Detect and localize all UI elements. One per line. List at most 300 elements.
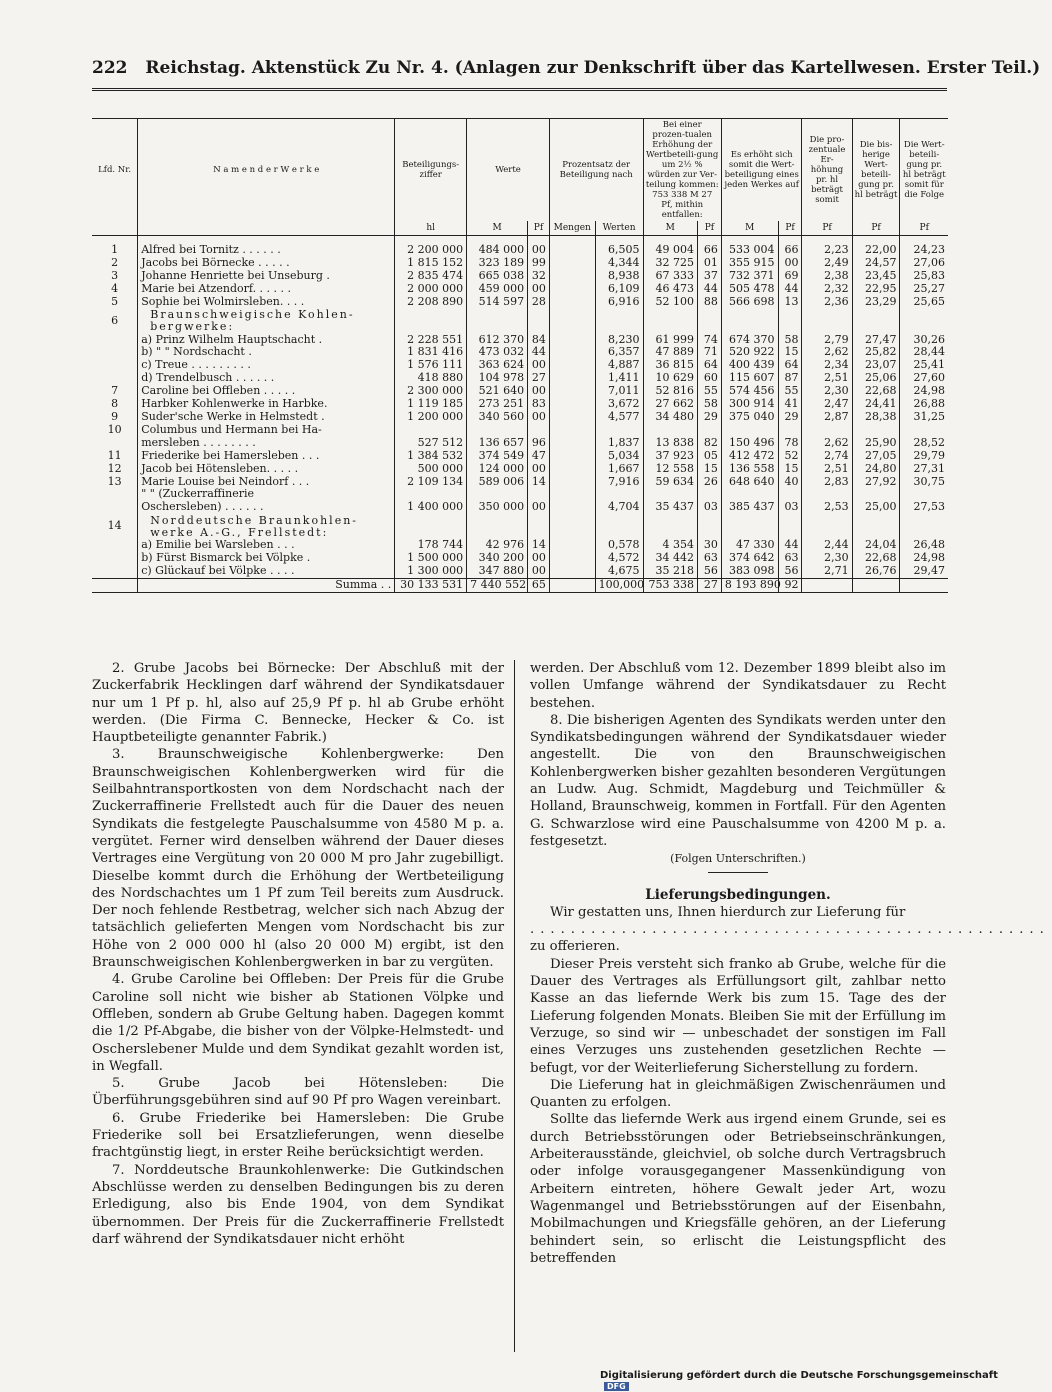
row-value xyxy=(802,424,852,437)
row-value: 3,672 xyxy=(595,398,643,411)
row-value xyxy=(549,385,595,398)
row-value xyxy=(549,359,595,372)
row-value: 15 xyxy=(697,463,721,476)
row-value xyxy=(549,552,595,565)
row-value: 87 xyxy=(778,372,802,385)
row-value: 2,44 xyxy=(802,539,852,552)
row-value: 34 442 xyxy=(643,552,697,565)
row-value: 27,05 xyxy=(852,450,900,463)
row-value: 00 xyxy=(528,283,550,296)
row-value xyxy=(852,424,900,437)
empty-cell xyxy=(549,309,595,334)
row-value: 74 xyxy=(697,334,721,347)
row-value: 2 200 000 xyxy=(395,244,467,257)
row-value: 46 473 xyxy=(643,283,697,296)
row-value: 84 xyxy=(528,334,550,347)
sum-value: 753 338 xyxy=(643,578,697,592)
paragraph: zu offerieren. xyxy=(530,939,620,955)
row-value: 22,68 xyxy=(852,385,900,398)
row-value: 37 923 xyxy=(643,450,697,463)
row-value: 60 xyxy=(697,372,721,385)
row-value: 69 xyxy=(778,270,802,283)
row-value xyxy=(549,283,595,296)
divider xyxy=(708,872,768,873)
row-value: 14 xyxy=(528,539,550,552)
row-name: Marie Louise bei Neindorf . . . xyxy=(138,476,395,489)
row-value: 1 500 000 xyxy=(395,552,467,565)
row-value: 505 478 xyxy=(721,283,778,296)
row-number: 10 xyxy=(107,422,122,436)
row-value: 6,505 xyxy=(595,244,643,257)
row-value: 24,41 xyxy=(852,398,900,411)
unit-header: Pf xyxy=(852,221,900,236)
paragraph: Sollte das liefernde Werk aus irgend einem Grunde, sei es durch Betriebsstörungen oder Betriebseinschränkungen, Arbeiterausstände, gleichviel, ob solche durch Vertragsbruch oder infolge vorausgegangener Massenkündigung von Arbeitern eintreten, höhere Gewalt jeder Art, wozu Wagenmangel und Betriebsstörungen auf der Eisenbahn, Mobilmachungen und Kriegsfälle gehören, an der Lieferung behindert sein, so erlischt die Leistungspflicht des betreffenden xyxy=(530,1112,946,1266)
row-value: 178 744 xyxy=(395,539,467,552)
row-value: 58 xyxy=(697,398,721,411)
row-number: 1 xyxy=(111,243,119,256)
row-value xyxy=(549,463,595,476)
row-value: 26 xyxy=(697,476,721,489)
row-name: Columbus und Hermann bei Ha- xyxy=(138,424,395,437)
unit-header: Pf xyxy=(778,221,802,236)
sum-value: 100,000 xyxy=(595,578,643,592)
row-value: 8,230 xyxy=(595,334,643,347)
table-row xyxy=(92,424,948,437)
left-column xyxy=(92,660,504,1248)
row-value: 28 xyxy=(528,296,550,309)
row-value: 47 889 xyxy=(643,346,697,359)
row-value: 2,87 xyxy=(802,411,852,424)
unit-header xyxy=(92,221,138,236)
row-number xyxy=(92,488,138,501)
row-value: 29,79 xyxy=(900,450,948,463)
row-name: Suder'sche Werke in Helmstedt . xyxy=(138,411,395,424)
row-value: 15 xyxy=(778,463,802,476)
row-value: 37 xyxy=(697,270,721,283)
row-value: 4,704 xyxy=(595,501,643,514)
row-value: 2 208 890 xyxy=(395,296,467,309)
row-value: 2,62 xyxy=(802,346,852,359)
row-value: 5,034 xyxy=(595,450,643,463)
row-value: 49 004 xyxy=(643,244,697,257)
sum-row xyxy=(92,578,948,592)
row-value: 78 xyxy=(778,437,802,450)
paragraph: werden. Der Abschluß vom 12. Dezember 1899 bleibt also im vollen Umfange während der Syndikatsdauer zu Recht bestehen. xyxy=(530,661,946,711)
row-value: 2 300 000 xyxy=(395,385,467,398)
row-value: 520 922 xyxy=(721,346,778,359)
row-value: 2 835 474 xyxy=(395,270,467,283)
row-value: 2,53 xyxy=(802,501,852,514)
row-value: 22,95 xyxy=(852,283,900,296)
row-value: 00 xyxy=(528,463,550,476)
row-value: 104 978 xyxy=(467,372,528,385)
col-header-folge: Die Wert-beteili-gung pr. hl beträgt somit für die Folge xyxy=(900,119,948,222)
col-header-beteiligung: Beteiligungs-ziffer xyxy=(395,119,467,222)
row-value: 4,675 xyxy=(595,565,643,578)
row-value: 374 549 xyxy=(467,450,528,463)
row-value: 383 098 xyxy=(721,565,778,578)
row-value xyxy=(549,346,595,359)
row-number: 13 xyxy=(107,474,122,488)
row-value: 88 xyxy=(697,296,721,309)
row-value: 24,23 xyxy=(900,244,948,257)
empty-cell xyxy=(595,309,643,334)
row-value xyxy=(549,565,595,578)
row-value: 24,98 xyxy=(900,552,948,565)
row-value: 7,011 xyxy=(595,385,643,398)
row-name: Norddeutsche Braunkohlen-werke A.-G., Frellstedt: xyxy=(138,514,395,539)
row-value: 136 657 xyxy=(467,437,528,450)
row-value: 05 xyxy=(697,450,721,463)
row-value xyxy=(549,488,595,501)
empty-cell xyxy=(395,514,467,539)
row-name: Johanne Henriette bei Unseburg . xyxy=(138,270,395,283)
sum-value: 8 193 890 xyxy=(721,578,778,592)
row-value: 00 xyxy=(528,501,550,514)
row-value: 300 914 xyxy=(721,398,778,411)
table-row xyxy=(92,244,948,257)
unit-header: M xyxy=(721,221,778,236)
row-name: a) Prinz Wilhelm Hauptschacht . xyxy=(138,334,395,347)
row-value: 64 xyxy=(697,359,721,372)
page-header xyxy=(92,58,1041,78)
empty-cell xyxy=(697,309,721,334)
row-value: 323 189 xyxy=(467,257,528,270)
unit-header: Mengen xyxy=(549,221,595,236)
row-value: 2,79 xyxy=(802,334,852,347)
row-number: 8 xyxy=(111,397,119,411)
row-value xyxy=(395,424,467,437)
row-value: 30,26 xyxy=(900,334,948,347)
row-value: 27,60 xyxy=(900,372,948,385)
row-number: 5 xyxy=(111,294,119,308)
row-value: 96 xyxy=(528,437,550,450)
row-value: 150 496 xyxy=(721,437,778,450)
row-value: 15 xyxy=(778,346,802,359)
row-value: 56 xyxy=(697,565,721,578)
row-value: 52 xyxy=(778,450,802,463)
row-value: 347 880 xyxy=(467,565,528,578)
row-name: Jacob bei Hötensleben. . . . . xyxy=(138,463,395,476)
row-value: 13 838 xyxy=(643,437,697,450)
empty-cell xyxy=(643,309,697,334)
empty-cell xyxy=(595,514,643,539)
row-value: 1 384 532 xyxy=(395,450,467,463)
row-value: 25,00 xyxy=(852,501,900,514)
row-value: 35 218 xyxy=(643,565,697,578)
row-value: 4,572 xyxy=(595,552,643,565)
row-value: 1 400 000 xyxy=(395,501,467,514)
paragraph: 5. Grube Jacob bei Hötensleben: Die Überführungsgebühren sind auf 90 Pf pro Wagen vereinbart. xyxy=(92,1076,504,1109)
empty-cell xyxy=(92,578,138,592)
row-value: 350 000 xyxy=(467,501,528,514)
row-value: 26,76 xyxy=(852,565,900,578)
row-number: 12 xyxy=(107,461,122,475)
row-name: Caroline bei Offleben . . . . . xyxy=(138,385,395,398)
row-value: 28,38 xyxy=(852,411,900,424)
row-name: Marie bei Atzendorf. . . . . . xyxy=(138,283,395,296)
row-value: 1,837 xyxy=(595,437,643,450)
row-value xyxy=(528,424,550,437)
col-header-nr: Lfd. Nr. xyxy=(92,119,138,222)
row-value: 55 xyxy=(778,385,802,398)
row-value: 23,45 xyxy=(852,270,900,283)
empty-cell xyxy=(852,309,900,334)
row-value: 2,36 xyxy=(802,296,852,309)
row-value: 2,83 xyxy=(802,476,852,489)
fill-dots: ................................................... xyxy=(530,922,1050,938)
paragraph: 3. Braunschweigische Kohlenbergwerke: Den Braunschweigischen Kohlenbergwerken wird für die Seilbahntransportkosten von dem Nordschacht nach der Zuckerraffinerie Frellstedt auch für die Dauer des neuen Syndikats die festgelegte Pauschalsumme von 4580 M p. a. vergütet. Ferner wird denselben während der Dauer dieses Vertrages eine Vergütung von 20 000 M pro Jahr zugebilligt. Dieselbe kommt durch die Erhöhung der Wertbeteiligung des Nordschachtes um 1 Pf zum Teil bereits zum Ausdruck. Der noch fehlende Restbetrag, welcher sich nach Abzug der tatsächlich gelieferten Mengen vom Nordschacht bis zur Höhe von 2 000 000 hl (also 20 000 M) ergibt, ist den Braunschweigischen Kohlenbergwerken in bar zu vergüten. xyxy=(92,747,504,971)
row-name: Alfred bei Tornitz . . . . . . xyxy=(138,244,395,257)
empty-cell xyxy=(643,514,697,539)
row-number: 2 xyxy=(111,255,119,269)
row-value: 4,344 xyxy=(595,257,643,270)
row-value: 29,47 xyxy=(900,565,948,578)
row-value: 29 xyxy=(697,411,721,424)
row-value: 1,411 xyxy=(595,372,643,385)
empty-cell xyxy=(900,514,948,539)
row-value: 25,06 xyxy=(852,372,900,385)
row-value: 340 560 xyxy=(467,411,528,424)
row-value: 44 xyxy=(528,346,550,359)
row-value: 25,41 xyxy=(900,359,948,372)
row-name: c) Treue . . . . . . . . . xyxy=(138,359,395,372)
table-row xyxy=(92,463,948,476)
paragraph: 8. Die bisherigen Agenten des Syndikats werden unter den Syndikatsbedingungen während der Syndikatsdauer wieder angestellt. Die von den Braunschweigischen Kohlenbergwerken bisher gezahlten besonderen Vergütungen an Ludw. Aug. Schmidt, Magdeburg und Teichmüller & Holland, Braunschweig, kommen in Fortfall. Für den Agenten G. Schwarzlose wird eine Pauschalsumme von 4200 M p. a. festgesetzt. xyxy=(530,712,946,849)
row-number: 11 xyxy=(107,448,122,462)
empty-cell xyxy=(778,309,802,334)
row-value: 124 000 xyxy=(467,463,528,476)
row-value: 136 558 xyxy=(721,463,778,476)
row-value: 521 640 xyxy=(467,385,528,398)
row-value: 22,68 xyxy=(852,552,900,565)
row-value: 648 640 xyxy=(721,476,778,489)
row-value xyxy=(549,270,595,283)
row-value xyxy=(549,501,595,514)
row-number: 3 xyxy=(111,268,119,282)
row-value: 83 xyxy=(528,398,550,411)
table-row xyxy=(92,296,948,309)
row-value: 00 xyxy=(528,359,550,372)
row-value xyxy=(549,450,595,463)
row-name: b) Fürst Bismarck bei Völpke . xyxy=(138,552,395,565)
row-value: 44 xyxy=(697,283,721,296)
sum-value: 65 xyxy=(528,578,550,592)
table-row xyxy=(92,514,948,539)
unit-header: Pf xyxy=(697,221,721,236)
row-value: 418 880 xyxy=(395,372,467,385)
row-value: 23,07 xyxy=(852,359,900,372)
row-value: 612 370 xyxy=(467,334,528,347)
row-value: 27 662 xyxy=(643,398,697,411)
row-value: 6,109 xyxy=(595,283,643,296)
row-value: 27,31 xyxy=(900,463,948,476)
row-value: 375 040 xyxy=(721,411,778,424)
empty-cell xyxy=(467,514,528,539)
row-value: 36 815 xyxy=(643,359,697,372)
row-value: 66 xyxy=(778,244,802,257)
row-value: 8,938 xyxy=(595,270,643,283)
data-table xyxy=(92,118,948,593)
unit-header: M xyxy=(643,221,697,236)
row-value: 589 006 xyxy=(467,476,528,489)
row-value: 25,82 xyxy=(852,346,900,359)
empty-cell xyxy=(900,309,948,334)
empty-cell xyxy=(778,514,802,539)
row-value: 44 xyxy=(778,283,802,296)
row-value: 2,32 xyxy=(802,283,852,296)
row-value: 2,34 xyxy=(802,359,852,372)
row-value: 27,92 xyxy=(852,476,900,489)
paragraph: Dieser Preis versteht sich franko ab Grube, welche für die Dauer des Vertrages als Erfüllungsort gilt, zahlbar netto Kasse an das liefernde Werk bis zum 15. Tage des der Lieferung folgenden Monats. Bleiben Sie mit der Erfüllung im Verzuge, so sind wir — unbeschadet der sonstigen im Fall eines Verzuges uns zustehenden gesetzlichen Rechte — befugt, vor der Weiterlieferung Sicherstellung zu fordern. xyxy=(530,956,946,1076)
row-value xyxy=(549,424,595,437)
empty-cell xyxy=(802,309,852,334)
dfg-logo: DFG xyxy=(604,1382,629,1391)
row-value: 412 472 xyxy=(721,450,778,463)
header-rule xyxy=(92,88,947,91)
paragraph: Die Lieferung hat in gleichmäßigen Zwischenräumen und Quanten zu erfolgen. xyxy=(530,1077,946,1111)
row-value: 2,47 xyxy=(802,398,852,411)
row-value xyxy=(549,296,595,309)
row-value: 44 xyxy=(778,539,802,552)
row-value: 67 333 xyxy=(643,270,697,283)
row-value: 47 xyxy=(528,450,550,463)
row-value: 00 xyxy=(528,244,550,257)
unit-header xyxy=(138,221,395,236)
row-value: 115 607 xyxy=(721,372,778,385)
row-value: 1 200 000 xyxy=(395,411,467,424)
column-divider xyxy=(514,660,515,1352)
row-value xyxy=(549,398,595,411)
row-value: 484 000 xyxy=(467,244,528,257)
table-row xyxy=(92,437,948,450)
row-name: a) Emilie bei Warsleben . . . xyxy=(138,539,395,552)
row-value: 400 439 xyxy=(721,359,778,372)
row-value: 1 576 111 xyxy=(395,359,467,372)
unit-header: Pf xyxy=(528,221,550,236)
row-number xyxy=(92,359,138,372)
row-value xyxy=(595,424,643,437)
row-value: 31,25 xyxy=(900,411,948,424)
row-value: 533 004 xyxy=(721,244,778,257)
table-row xyxy=(92,270,948,283)
row-value: 2,71 xyxy=(802,565,852,578)
row-value: 25,83 xyxy=(900,270,948,283)
empty-cell xyxy=(549,578,595,592)
row-value: 32 725 xyxy=(643,257,697,270)
row-value: 27,06 xyxy=(900,257,948,270)
section-heading: Lieferungsbedingungen. xyxy=(645,886,831,903)
page-title: Reichstag. Aktenstück Zu Nr. 4. (Anlagen zur Denkschrift über das Kartellwesen. Erster Teil.) xyxy=(145,58,1041,78)
sum-value: 30 133 531 xyxy=(395,578,467,592)
row-value: 25,27 xyxy=(900,283,948,296)
table-row xyxy=(92,309,948,334)
empty-cell xyxy=(900,578,948,592)
empty-cell xyxy=(528,514,550,539)
table-row xyxy=(92,501,948,514)
row-value: 25,90 xyxy=(852,437,900,450)
table-header-row xyxy=(92,119,948,222)
row-value: 26,88 xyxy=(900,398,948,411)
empty-cell xyxy=(852,578,900,592)
row-value: 0,578 xyxy=(595,539,643,552)
row-value xyxy=(549,244,595,257)
row-value: 385 437 xyxy=(721,501,778,514)
row-name: mersleben . . . . . . . . xyxy=(138,437,395,450)
row-value: 2,30 xyxy=(802,385,852,398)
col-header-erhoehung: Bei einer prozen-tualen Erhöhung der Wertbeteili-gung um 2½ % würden zur Ver-teilung kommen: 753 338 M 27 Pf, mithin entfallen: xyxy=(643,119,721,222)
empty-cell xyxy=(721,309,778,334)
row-value: 66 xyxy=(697,244,721,257)
empty-cell xyxy=(697,514,721,539)
row-value: 24,80 xyxy=(852,463,900,476)
table-row xyxy=(92,565,948,578)
row-value xyxy=(643,424,697,437)
row-value: 12 558 xyxy=(643,463,697,476)
row-value: 2 000 000 xyxy=(395,283,467,296)
row-value: 26,48 xyxy=(900,539,948,552)
row-number xyxy=(92,501,138,514)
row-value: 514 597 xyxy=(467,296,528,309)
row-value: 2,51 xyxy=(802,372,852,385)
row-value: 00 xyxy=(528,411,550,424)
row-value: 1 831 416 xyxy=(395,346,467,359)
row-number: 6 xyxy=(111,313,119,327)
row-value: 00 xyxy=(528,552,550,565)
row-value: 59 634 xyxy=(643,476,697,489)
sum-value: 7 440 552 xyxy=(467,578,528,592)
empty-cell xyxy=(802,514,852,539)
row-value: 00 xyxy=(528,565,550,578)
row-value: 4,887 xyxy=(595,359,643,372)
row-number: 4 xyxy=(111,281,119,295)
row-value: 500 000 xyxy=(395,463,467,476)
unit-header: M xyxy=(467,221,528,236)
col-header-prozentuale: Die pro-zentuale Er-höhung pr. hl beträgt somit xyxy=(802,119,852,222)
row-value xyxy=(900,424,948,437)
row-value: 355 915 xyxy=(721,257,778,270)
row-value: 03 xyxy=(697,501,721,514)
row-value: 4 354 xyxy=(643,539,697,552)
row-name: Friederike bei Hamersleben . . . xyxy=(138,450,395,463)
paragraph: 6. Grube Friederike bei Hamersleben: Die Grube Friederike soll bei Ersatzlieferungen, wenn dieselbe frachtgünstig liegt, in erster Reihe berücksichtigt werden. xyxy=(92,1110,504,1161)
row-value: 63 xyxy=(697,552,721,565)
table-row xyxy=(92,283,948,296)
sum-value: Summa . . xyxy=(138,578,395,592)
row-value: 28,52 xyxy=(900,437,948,450)
col-header-bisherige: Die bis-herige Wert-beteili-gung pr. hl beträgt xyxy=(852,119,900,222)
table-row xyxy=(92,450,948,463)
row-name: c) Glückauf bei Völpke . . . . xyxy=(138,565,395,578)
row-value: 22,00 xyxy=(852,244,900,257)
row-value xyxy=(697,424,721,437)
row-value: 41 xyxy=(778,398,802,411)
row-value: 2 228 551 xyxy=(395,334,467,347)
row-value: 566 698 xyxy=(721,296,778,309)
row-value: 1 119 185 xyxy=(395,398,467,411)
row-value: 00 xyxy=(528,385,550,398)
paragraph: 7. Norddeutsche Braunkohlenwerke: Die Gutkindschen Abschlüsse werden zu denselben Bedingungen bis zu deren Erledigung, also bis Ende 1904, von dem Syndikat übernommen. Der Preis für die Zuckerraffinerie Frellstedt darf während der Syndikatsdauer nicht erhöht xyxy=(92,1162,504,1247)
row-name: Harbker Kohlenwerke in Harbke. xyxy=(138,398,395,411)
empty-cell xyxy=(852,514,900,539)
row-value: 30 xyxy=(697,539,721,552)
footer xyxy=(600,1370,1000,1392)
page-number: 222 xyxy=(92,58,128,78)
row-value: 00 xyxy=(778,257,802,270)
row-value xyxy=(549,372,595,385)
row-name: Braunschweigische Kohlen-bergwerke: xyxy=(138,309,395,334)
paragraph: 2. Grube Jacobs bei Börnecke: Der Abschluß mit der Zuckerfabrik Hecklingen darf während der Syndikatsdauer nur um 1 Pf p. hl, also auf 25,9 Pf p. hl ab Grube erhöht werden. (Die Firma C. Bennecke, Hecker & Co. ist Hauptbeteiligte genannter Fabrik.) xyxy=(92,661,504,746)
